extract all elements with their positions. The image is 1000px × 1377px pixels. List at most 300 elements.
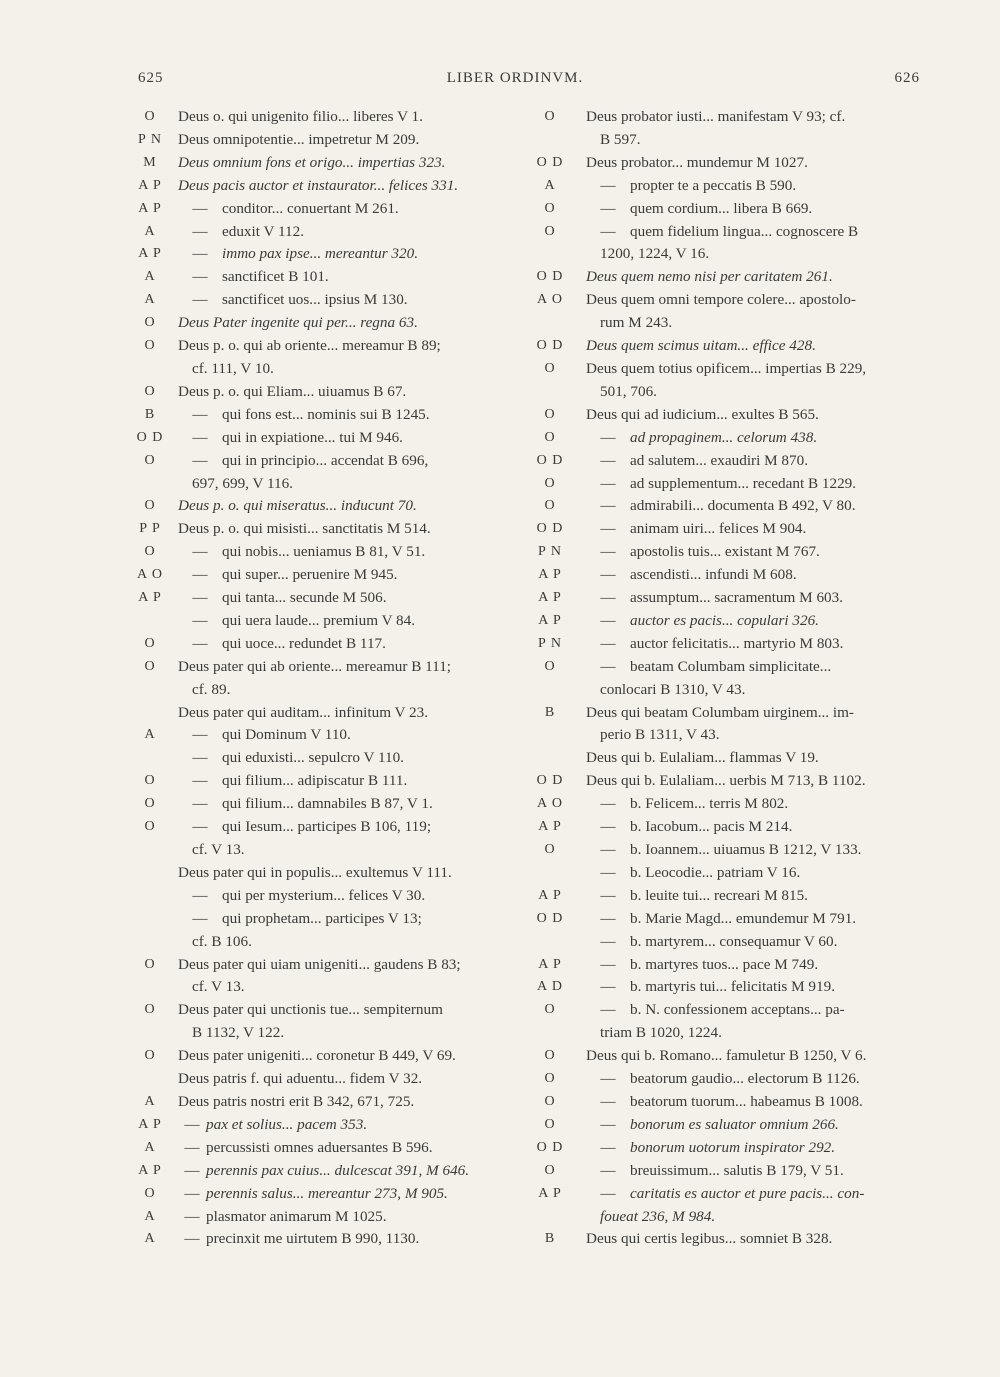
- ditto-dash: —: [600, 818, 616, 836]
- index-entry: [130, 999, 496, 1022]
- source-code: A P: [538, 956, 562, 972]
- entry-text: Deus pacis auctor et instaurator... felices 331.: [178, 176, 459, 194]
- entry-text: ad propaginem... celorum 438.: [630, 428, 818, 446]
- index-entry: [530, 473, 940, 496]
- entry-text: triam B 1020, 1224.: [600, 1024, 722, 1042]
- entry-text: Deus quem nemo nisi per caritatem 261.: [586, 268, 833, 286]
- index-entry: [130, 335, 496, 358]
- entry-text: Deus p. o. qui miseratus... inducunt 70.: [178, 497, 417, 515]
- source-code: A O: [537, 796, 563, 812]
- entry-text: b. Iacobum... pacis M 214.: [630, 818, 793, 836]
- entry-text: cf. 111, V 10.: [192, 359, 274, 377]
- source-code: A P: [538, 612, 562, 628]
- index-entry: [530, 266, 940, 289]
- index-entry: [530, 427, 940, 450]
- source-code: A: [144, 1139, 156, 1155]
- ditto-dash: —: [184, 1138, 200, 1156]
- entry-text: cf. B 106.: [192, 932, 252, 950]
- entry-text: B 597.: [600, 130, 641, 148]
- index-entry: [530, 106, 940, 129]
- index-entry: [130, 931, 496, 954]
- index-entry: [130, 518, 496, 541]
- entry-text: eduxit V 112.: [222, 222, 304, 240]
- ditto-dash: —: [192, 611, 208, 629]
- page-header: [130, 70, 920, 94]
- ditto-dash: —: [600, 543, 616, 561]
- index-entry: [130, 610, 496, 633]
- index-entry: [530, 610, 940, 633]
- index-entry: [530, 954, 940, 977]
- index-entry: [130, 862, 496, 885]
- ditto-dash: —: [192, 199, 208, 217]
- entry-text: Deus pater qui in populis... exultemus V 111.: [178, 863, 452, 881]
- entry-text: breuissimum... salutis B 179, V 51.: [630, 1161, 844, 1179]
- entry-text: Deus pater qui unctionis tue... sempiternum: [178, 1001, 443, 1019]
- source-code: O D: [536, 1139, 564, 1155]
- index-entry: [530, 839, 940, 862]
- entry-text: conlocari B 1310, V 43.: [600, 680, 746, 698]
- ditto-dash: —: [192, 428, 208, 446]
- index-entry: [130, 221, 496, 244]
- index-entry: [530, 862, 940, 885]
- index-entry: [130, 243, 496, 266]
- ditto-dash: —: [192, 772, 208, 790]
- source-code: A: [144, 1093, 156, 1109]
- entry-text: animam uiri... felices M 904.: [630, 520, 807, 538]
- index-entry: [530, 243, 940, 266]
- index-entry: [530, 404, 940, 427]
- entry-text: Deus pater qui ab oriente... mereamur B 111;: [178, 657, 452, 675]
- ditto-dash: —: [600, 863, 616, 881]
- source-code: A P: [138, 246, 162, 262]
- source-code: A P: [538, 887, 562, 903]
- entry-text: qui per mysterium... felices V 30.: [222, 886, 426, 904]
- ditto-dash: —: [192, 222, 208, 240]
- entry-text: qui Iesum... participes B 106, 119;: [222, 818, 432, 836]
- index-entry: [130, 106, 496, 129]
- entry-text: propter te a peccatis B 590.: [630, 176, 797, 194]
- entry-text: cf. V 13.: [192, 841, 245, 858]
- index-entry: [130, 266, 496, 289]
- source-code: P N: [538, 635, 562, 651]
- entry-text: qui uoce... redundet B 117.: [222, 634, 386, 652]
- source-code: O: [144, 658, 156, 674]
- index-entry: [530, 885, 940, 908]
- entry-text: pax et solius... pacem 353.: [206, 1115, 368, 1133]
- index-entry: [530, 381, 940, 404]
- index-entry: [130, 1114, 496, 1137]
- source-code: O: [144, 1048, 156, 1064]
- entry-text: assumptum... sacramentum M 603.: [630, 589, 844, 607]
- index-entry: [130, 450, 496, 473]
- source-code: A P: [538, 567, 562, 583]
- ditto-dash: —: [192, 818, 208, 836]
- ditto-dash: —: [192, 795, 208, 813]
- source-code: O: [544, 1116, 556, 1132]
- index-entry: [130, 770, 496, 793]
- entry-text: perennis pax cuius... dulcescat 391, M 646.: [206, 1161, 470, 1179]
- entry-text: b. martyris tui... felicitatis M 919.: [630, 978, 836, 996]
- index-entry: [530, 518, 940, 541]
- entry-text: Deus probator iusti... manifestam V 93; cf.: [586, 108, 846, 125]
- entry-text: qui in expiatione... tui M 946.: [222, 428, 403, 446]
- index-entry: [530, 564, 940, 587]
- index-entry: [130, 289, 496, 312]
- ditto-dash: —: [600, 474, 616, 492]
- entry-text: Deus omnium fons et origo... impertias 323.: [178, 153, 446, 171]
- ditto-dash: —: [192, 749, 208, 767]
- ditto-dash: —: [600, 657, 616, 675]
- entry-text: Deus p. o. qui ab oriente... mereamur B 89;: [178, 337, 441, 355]
- source-code: B: [144, 406, 156, 422]
- ditto-dash: —: [600, 634, 616, 652]
- ditto-dash: —: [600, 1161, 616, 1179]
- ditto-dash: —: [192, 268, 208, 286]
- index-entry: [130, 724, 496, 747]
- index-entry: [530, 724, 940, 747]
- ditto-dash: —: [600, 841, 616, 858]
- entry-text: Deus quem totius opificem... impertias B 229,: [586, 359, 867, 377]
- ditto-dash: —: [192, 726, 208, 744]
- source-code: O D: [536, 338, 564, 354]
- ditto-dash: —: [600, 1001, 616, 1019]
- source-code: O: [544, 1093, 556, 1109]
- source-code: A O: [137, 567, 163, 583]
- ditto-dash: —: [600, 497, 616, 515]
- index-entry: [530, 312, 940, 335]
- source-code: O D: [536, 269, 564, 285]
- ditto-dash: —: [600, 932, 616, 950]
- ditto-dash: —: [600, 199, 616, 217]
- left-column: [130, 106, 496, 1251]
- ditto-dash: —: [192, 909, 208, 927]
- ditto-dash: —: [600, 1184, 616, 1202]
- source-code: B: [544, 704, 556, 720]
- index-entry: [530, 793, 940, 816]
- ditto-dash: —: [600, 222, 616, 240]
- source-code: O: [544, 223, 556, 239]
- index-entry: [130, 793, 496, 816]
- index-entry: [130, 1091, 496, 1114]
- ditto-dash: —: [600, 566, 616, 584]
- entry-text: Deus pater qui uiam unigeniti... gaudens B 83;: [178, 955, 461, 973]
- index-entry: [130, 1022, 496, 1045]
- index-entry: [530, 931, 940, 954]
- index-entry: [130, 1068, 496, 1091]
- index-entry: [130, 495, 496, 518]
- index-entry: [530, 152, 940, 175]
- entry-text: qui uera laude... premium V 84.: [222, 611, 416, 629]
- entry-text: qui filium... damnabiles B 87, V 1.: [222, 795, 433, 813]
- index-entry: [530, 633, 940, 656]
- source-code: A: [544, 177, 556, 193]
- entry-text: Deus qui b. Eulaliam... flammas V 19.: [586, 749, 819, 767]
- index-entry: [530, 679, 940, 702]
- ditto-dash: —: [600, 176, 616, 194]
- source-code: A: [144, 292, 156, 308]
- ditto-dash: —: [192, 634, 208, 652]
- source-code: A P: [538, 590, 562, 606]
- index-entry: [530, 129, 940, 152]
- entry-text: 501, 706.: [600, 382, 657, 400]
- index-entry: [530, 770, 940, 793]
- index-entry: [530, 358, 940, 381]
- source-code: A P: [538, 1185, 562, 1201]
- entry-text: quem cordium... libera B 669.: [630, 199, 813, 217]
- index-entry: [130, 541, 496, 564]
- source-code: O D: [536, 773, 564, 789]
- entry-text: qui Dominum V 110.: [222, 726, 351, 744]
- index-entry: [530, 221, 940, 244]
- entry-text: quem fidelium lingua... cognoscere B: [630, 222, 859, 240]
- ditto-dash: —: [600, 428, 616, 446]
- source-code: O: [144, 544, 156, 560]
- entry-text: Deus probator... mundemur M 1027.: [586, 153, 808, 171]
- source-code: O: [144, 796, 156, 812]
- entry-text: admirabili... documenta B 492, V 80.: [630, 497, 856, 515]
- ditto-dash: —: [600, 589, 616, 607]
- ditto-dash: —: [192, 566, 208, 584]
- source-code: O D: [536, 910, 564, 926]
- index-entry: [530, 656, 940, 679]
- entry-text: bonorum es saluator omnium 266.: [630, 1115, 839, 1133]
- index-entry: [530, 976, 940, 999]
- index-entry: [530, 1137, 940, 1160]
- entry-text: perennis salus... mereantur 273, M 905.: [206, 1184, 448, 1202]
- index-entry: [530, 175, 940, 198]
- source-code: O: [144, 315, 156, 331]
- source-code: A P: [138, 177, 162, 193]
- entry-text: qui fons est... nominis sui B 1245.: [222, 405, 430, 423]
- source-code: O: [544, 360, 556, 376]
- source-code: O: [544, 1048, 556, 1064]
- index-entry: [130, 908, 496, 931]
- entry-text: percussisti omnes aduersantes B 596.: [206, 1138, 433, 1156]
- entry-text: Deus qui b. Romano... famuletur B 1250, V 6.: [586, 1047, 867, 1065]
- entry-text: Deus p. o. qui misisti... sanctitatis M 514.: [178, 520, 431, 538]
- ditto-dash: —: [600, 886, 616, 904]
- entry-text: precinxit me uirtutem B 990, 1130.: [206, 1230, 420, 1248]
- source-code: O: [144, 109, 156, 124]
- entry-text: Deus omnipotentie... impetretur M 209.: [178, 130, 420, 148]
- entry-text: foueat 236, M 984.: [600, 1207, 716, 1225]
- entry-text: B 1132, V 122.: [192, 1024, 285, 1042]
- entry-text: b. leuite tui... recreari M 815.: [630, 886, 808, 904]
- running-title: LIBER ORDINVM.: [446, 70, 584, 86]
- index-entry: [530, 999, 940, 1022]
- source-code: M: [143, 154, 157, 170]
- index-entry: [530, 1022, 940, 1045]
- entry-text: Deus quem scimus uitam... effice 428.: [586, 337, 816, 355]
- index-entry: [130, 633, 496, 656]
- source-code: O D: [536, 452, 564, 468]
- entry-text: immo pax ipse... mereantur 320.: [222, 245, 419, 263]
- entry-text: b. Marie Magd... emundemur M 791.: [630, 909, 857, 927]
- index-entry: [130, 839, 496, 862]
- ditto-dash: —: [600, 955, 616, 973]
- source-code: O: [144, 338, 156, 354]
- index-entry: [130, 885, 496, 908]
- source-code: O: [544, 498, 556, 514]
- entry-text: beatorum gaudio... electorum B 1126.: [630, 1070, 860, 1088]
- index-entry: [530, 1160, 940, 1183]
- page-number-right: 626: [894, 70, 920, 86]
- source-code: O: [544, 109, 556, 124]
- index-entry: [130, 679, 496, 702]
- source-code: O: [544, 658, 556, 674]
- source-code: O: [544, 200, 556, 216]
- index-entry: [530, 587, 940, 610]
- entry-text: auctor felicitatis... martyrio M 803.: [630, 634, 844, 652]
- source-code: A: [144, 269, 156, 285]
- source-code: O: [144, 1002, 156, 1018]
- source-code: A P: [538, 819, 562, 835]
- index-entry: [130, 1183, 496, 1206]
- entry-text: qui eduxisti... sepulcro V 110.: [222, 749, 404, 767]
- ditto-dash: —: [600, 1092, 616, 1110]
- entry-text: caritatis es auctor et pure pacis... con-: [630, 1184, 865, 1202]
- source-code: O D: [536, 154, 564, 170]
- index-entry: [130, 564, 496, 587]
- index-entry: [530, 495, 940, 518]
- entry-text: auctor es pacis... copulari 326.: [630, 611, 819, 629]
- index-entry: [130, 954, 496, 977]
- entry-text: sanctificet uos... ipsius M 130.: [222, 291, 408, 309]
- entry-text: b. Felicem... terris M 802.: [630, 795, 789, 813]
- entry-text: conditor... conuertant M 261.: [222, 199, 399, 217]
- ditto-dash: —: [184, 1230, 200, 1248]
- ditto-dash: —: [600, 978, 616, 996]
- ditto-dash: —: [184, 1161, 200, 1179]
- index-entry: [130, 404, 496, 427]
- index-entry: [130, 473, 496, 496]
- source-code: O: [544, 475, 556, 491]
- source-code: O: [544, 1002, 556, 1018]
- ditto-dash: —: [192, 543, 208, 561]
- entry-text: b. Leocodie... patriam V 16.: [630, 863, 801, 881]
- right-column: [530, 106, 940, 1251]
- source-code: A: [144, 223, 156, 239]
- source-code: O: [144, 452, 156, 468]
- entry-text: 697, 699, V 116.: [192, 474, 293, 492]
- ditto-dash: —: [192, 405, 208, 423]
- entry-text: beatorum tuorum... habeamus B 1008.: [630, 1092, 863, 1110]
- index-entry: [130, 381, 496, 404]
- ditto-dash: —: [600, 1138, 616, 1156]
- entry-text: Deus patris f. qui aduentu... fidem V 32.: [178, 1070, 423, 1088]
- ditto-dash: —: [192, 589, 208, 607]
- entry-text: cf. 89.: [192, 680, 231, 698]
- source-code: O: [144, 498, 156, 514]
- entry-text: Deus pater unigeniti... coronetur B 449, V 69.: [178, 1047, 456, 1065]
- source-code: P N: [538, 544, 562, 560]
- source-code: O: [144, 773, 156, 789]
- source-code: P P: [139, 521, 161, 537]
- entry-text: qui tanta... secunde M 506.: [222, 589, 387, 607]
- entry-text: Deus qui certis legibus... somniet B 328.: [586, 1230, 833, 1248]
- ditto-dash: —: [600, 611, 616, 629]
- entry-text: Deus o. qui unigenito filio... liberes V 1.: [178, 108, 423, 125]
- index-entry: [130, 816, 496, 839]
- source-code: O: [544, 1071, 556, 1087]
- source-code: O: [544, 1162, 556, 1178]
- source-code: P N: [138, 131, 162, 147]
- source-code: O: [144, 1185, 156, 1201]
- source-code: A P: [138, 1116, 162, 1132]
- index-entry: [130, 702, 496, 725]
- ditto-dash: —: [184, 1184, 200, 1202]
- index-entry: [130, 1137, 496, 1160]
- index-entry: [130, 198, 496, 221]
- source-code: A P: [138, 200, 162, 216]
- index-entry: [130, 427, 496, 450]
- source-code: A: [144, 1208, 156, 1224]
- source-code: O D: [136, 429, 164, 445]
- entry-text: qui filium... adipiscatur B 111.: [222, 772, 408, 790]
- entry-text: rum M 243.: [600, 314, 673, 332]
- source-code: O: [544, 406, 556, 422]
- entry-text: Deus qui ad iudicium... exultes B 565.: [586, 405, 819, 423]
- index-entry: [130, 747, 496, 770]
- ditto-dash: —: [184, 1207, 200, 1225]
- entry-text: qui nobis... ueniamus B 81, V 51.: [222, 543, 426, 561]
- ditto-dash: —: [192, 291, 208, 309]
- index-entry: [530, 1114, 940, 1137]
- source-code: A: [144, 1231, 156, 1247]
- entry-text: perio B 1311, V 43.: [600, 726, 720, 744]
- entry-text: qui in principio... accendat B 696,: [222, 451, 429, 469]
- source-code: O D: [536, 521, 564, 537]
- entry-text: b. Ioannem... uiuamus B 1212, V 133.: [630, 841, 862, 858]
- ditto-dash: —: [600, 1115, 616, 1133]
- entry-text: Deus p. o. qui Eliam... uiuamus B 67.: [178, 382, 407, 400]
- entry-text: b. N. confessionem acceptans... pa-: [630, 1001, 845, 1019]
- index-entry: [130, 1206, 496, 1229]
- entry-text: qui super... peruenire M 945.: [222, 566, 398, 584]
- ditto-dash: —: [184, 1115, 200, 1133]
- entry-text: cf. V 13.: [192, 978, 245, 996]
- index-entry: [530, 335, 940, 358]
- index-entry: [130, 358, 496, 381]
- source-code: O: [544, 429, 556, 445]
- index-entry: [530, 908, 940, 931]
- source-code: O: [544, 842, 556, 857]
- index-entry: [130, 587, 496, 610]
- entry-text: apostolis tuis... existant M 767.: [630, 543, 820, 561]
- index-entry: [530, 541, 940, 564]
- index-entry: [130, 656, 496, 679]
- ditto-dash: —: [600, 795, 616, 813]
- index-entry: [130, 1160, 496, 1183]
- page-number-left: 625: [138, 70, 164, 86]
- source-code: O: [144, 635, 156, 651]
- index-entry: [530, 1228, 940, 1251]
- entry-text: sanctificet B 101.: [222, 268, 329, 286]
- entry-text: bonorum uotorum inspirator 292.: [630, 1138, 836, 1156]
- entry-text: Deus qui b. Eulaliam... uerbis M 713, B 1102.: [586, 772, 866, 790]
- ditto-dash: —: [192, 451, 208, 469]
- entry-text: ascendisti... infundi M 608.: [630, 566, 797, 584]
- entry-text: Deus quem omni tempore colere... apostolo-: [586, 291, 856, 309]
- source-code: O: [144, 819, 156, 835]
- entry-text: beatam Columbam simplicitate...: [630, 657, 832, 675]
- index-entry: [130, 312, 496, 335]
- entry-text: plasmator animarum M 1025.: [206, 1207, 387, 1225]
- index-entry: [530, 816, 940, 839]
- source-code: O: [144, 383, 156, 399]
- index-entry: [530, 289, 940, 312]
- source-code: A P: [138, 590, 162, 606]
